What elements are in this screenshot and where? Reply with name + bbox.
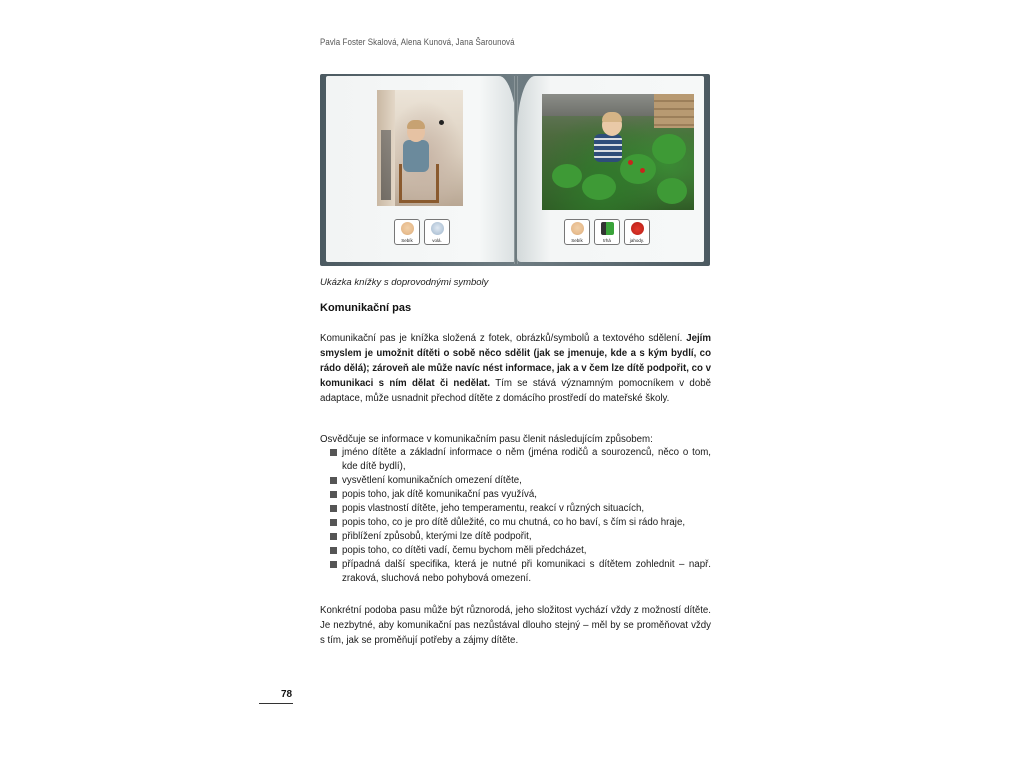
square-bullet-icon xyxy=(330,477,337,484)
running-head: Pavla Foster Skalová, Alena Kunová, Jana Šarounová xyxy=(320,37,515,47)
symbol-card: trhá xyxy=(594,219,620,245)
paragraph-list-intro: Osvědčuje se informace v komunikačním pasu členit následujícím způsobem: xyxy=(320,434,653,445)
list-item: popis toho, co je pro dítě důležité, co mu chutná, co ho baví, s čím si rádo hraje, xyxy=(330,516,711,530)
info-list xyxy=(330,446,711,586)
list-item: jméno dítěte a základní informace o něm (jména rodičů a sourozenců, něco o tom, kde dítě bydlí), xyxy=(330,446,711,474)
book-figure xyxy=(320,74,710,266)
square-bullet-icon xyxy=(330,533,337,540)
list-item: popis toho, jak dítě komunikační pas využívá, xyxy=(330,488,711,502)
book-page-right xyxy=(517,76,704,262)
symbol-card: volá. xyxy=(424,219,450,245)
photo-child-calling xyxy=(377,90,463,206)
list-item: popis vlastností dítěte, jeho temperamentu, reakcí v různých situacích, xyxy=(330,502,711,516)
symbol-card: Sebík xyxy=(564,219,590,245)
page-number: 78 xyxy=(281,689,293,700)
picking-icon xyxy=(601,222,614,235)
square-bullet-icon xyxy=(330,449,337,456)
section-title: Komunikační pas xyxy=(320,302,412,314)
square-bullet-icon xyxy=(330,505,337,512)
child-face-icon xyxy=(571,222,584,235)
list-item: vysvětlení komunikačních omezení dítěte, xyxy=(330,474,711,488)
square-bullet-icon xyxy=(330,519,337,526)
paragraph-intro: Komunikační pas je knížka složená z fotek, obrázků/symbolů a textového sdělení. Jejím smyslem je umožnit dítěti o sobě něco sdělit (jak se jmenuje, kde a s kým bydlí, co rádo dělá); zároveň ale může navíc nést informace, jak a v čem lze dítě podpořit, co v komunikaci s ním dělat či nedělat. Tím se stává významným pomocníkem v době adaptace, může usnadnit přechod dítěte z domácího prostředí do mateřské školy. xyxy=(320,333,711,404)
photo-child-picking-strawberries xyxy=(542,94,694,210)
strawberry-icon xyxy=(631,222,644,235)
square-bullet-icon xyxy=(330,561,337,568)
square-bullet-icon xyxy=(330,547,337,554)
square-bullet-icon xyxy=(330,491,337,498)
symbol-strip-right xyxy=(564,219,650,245)
book-page-left xyxy=(326,76,517,262)
symbol-card: Sebík xyxy=(394,219,420,245)
child-face-icon xyxy=(401,222,414,235)
symbol-card: jahody. xyxy=(624,219,650,245)
symbol-strip-left xyxy=(394,219,450,245)
paragraph-closing: Konkrétní podoba pasu může být různorodá, jeho složitost vychází vždy z možností dítěte. Je nezbytné, aby komunikační pas nezůstával dlouho stejný – měl by se proměňovat vždy s tím, jak se proměňují potřeby a zájmy dítěte. xyxy=(320,605,711,646)
calling-icon xyxy=(431,222,444,235)
page-number-rule xyxy=(259,703,293,704)
list-item: případná další specifika, která je nutné při komunikaci s dítětem zohlednit – např. zraková, sluchová nebo pohybová omezení. xyxy=(330,558,711,586)
list-item: přiblížení způsobů, kterými lze dítě podpořit, xyxy=(330,530,711,544)
list-item: popis toho, co dítěti vadí, čemu bychom měli předcházet, xyxy=(330,544,711,558)
figure-caption: Ukázka knížky s doprovodnými symboly xyxy=(320,277,489,288)
